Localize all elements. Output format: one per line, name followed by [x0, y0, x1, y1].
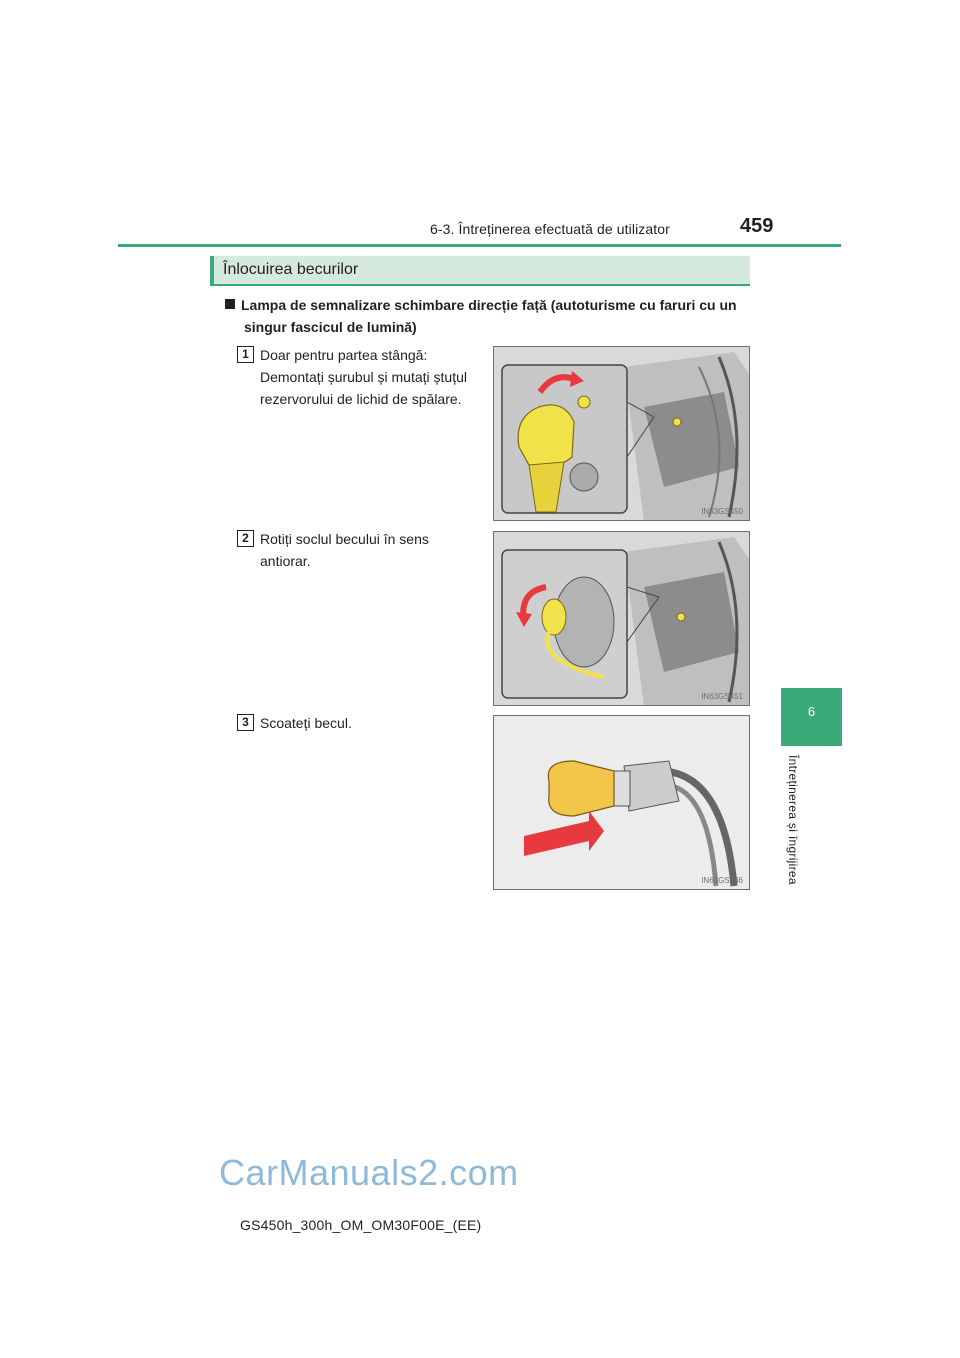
step-1-line-2: Demontați șurubul și mutați ștuțul: [260, 369, 467, 385]
footer-manual-code: GS450h_300h_OM_OM30F00E_(EE): [240, 1217, 482, 1233]
page-number: 459: [740, 215, 774, 237]
step-number-1: 1: [237, 346, 254, 363]
watermark: CarManuals2.com: [219, 1152, 519, 1193]
step-2-line-2: antiorar.: [260, 553, 311, 569]
subheading: [225, 294, 755, 338]
step-2-line-1: Rotiți soclul becului în sens: [260, 531, 429, 547]
step-number-2: 2: [237, 530, 254, 547]
section-title: Înlocuirea becurilor: [223, 261, 359, 278]
figure-step-2: [493, 531, 750, 706]
figure-code-3: IN63GS146: [701, 876, 743, 885]
bulb-socket-rotate-illustration: [494, 532, 750, 706]
square-bullet-icon: [225, 299, 235, 309]
subheading-line-2: singur fascicul de lumină): [244, 319, 417, 335]
step-3-text: [260, 712, 485, 734]
chapter-tab: [781, 688, 842, 746]
header-rule: [118, 244, 841, 247]
figure-step-3: [493, 715, 750, 890]
step-1-line-1: Doar pentru partea stângă:: [260, 347, 428, 363]
subheading-line-1: Lampa de semnalizare schimbare direcție față (autoturisme cu faruri cu un: [241, 297, 737, 313]
chapter-title: Întreținerea și îngrijirea: [786, 755, 800, 885]
engine-bay-washer-illustration: [494, 347, 750, 521]
chapter-number: 6: [807, 704, 816, 719]
figure-code-2: IN63GS451: [701, 692, 743, 701]
section-heading-bar: [210, 256, 750, 286]
step-1-line-3: rezervorului de lichid de spălare.: [260, 391, 462, 407]
step-1-text: [260, 344, 485, 410]
bulb-removal-illustration: [494, 716, 750, 890]
figure-code-1: IN63GS450: [701, 507, 743, 516]
step-3-line-1: Scoateți becul.: [260, 715, 352, 731]
running-header-title: 6-3. Întreținerea efectuată de utilizator: [430, 221, 670, 237]
figure-step-1: [493, 346, 750, 521]
step-2-text: [260, 528, 485, 572]
step-number-3: 3: [237, 714, 254, 731]
